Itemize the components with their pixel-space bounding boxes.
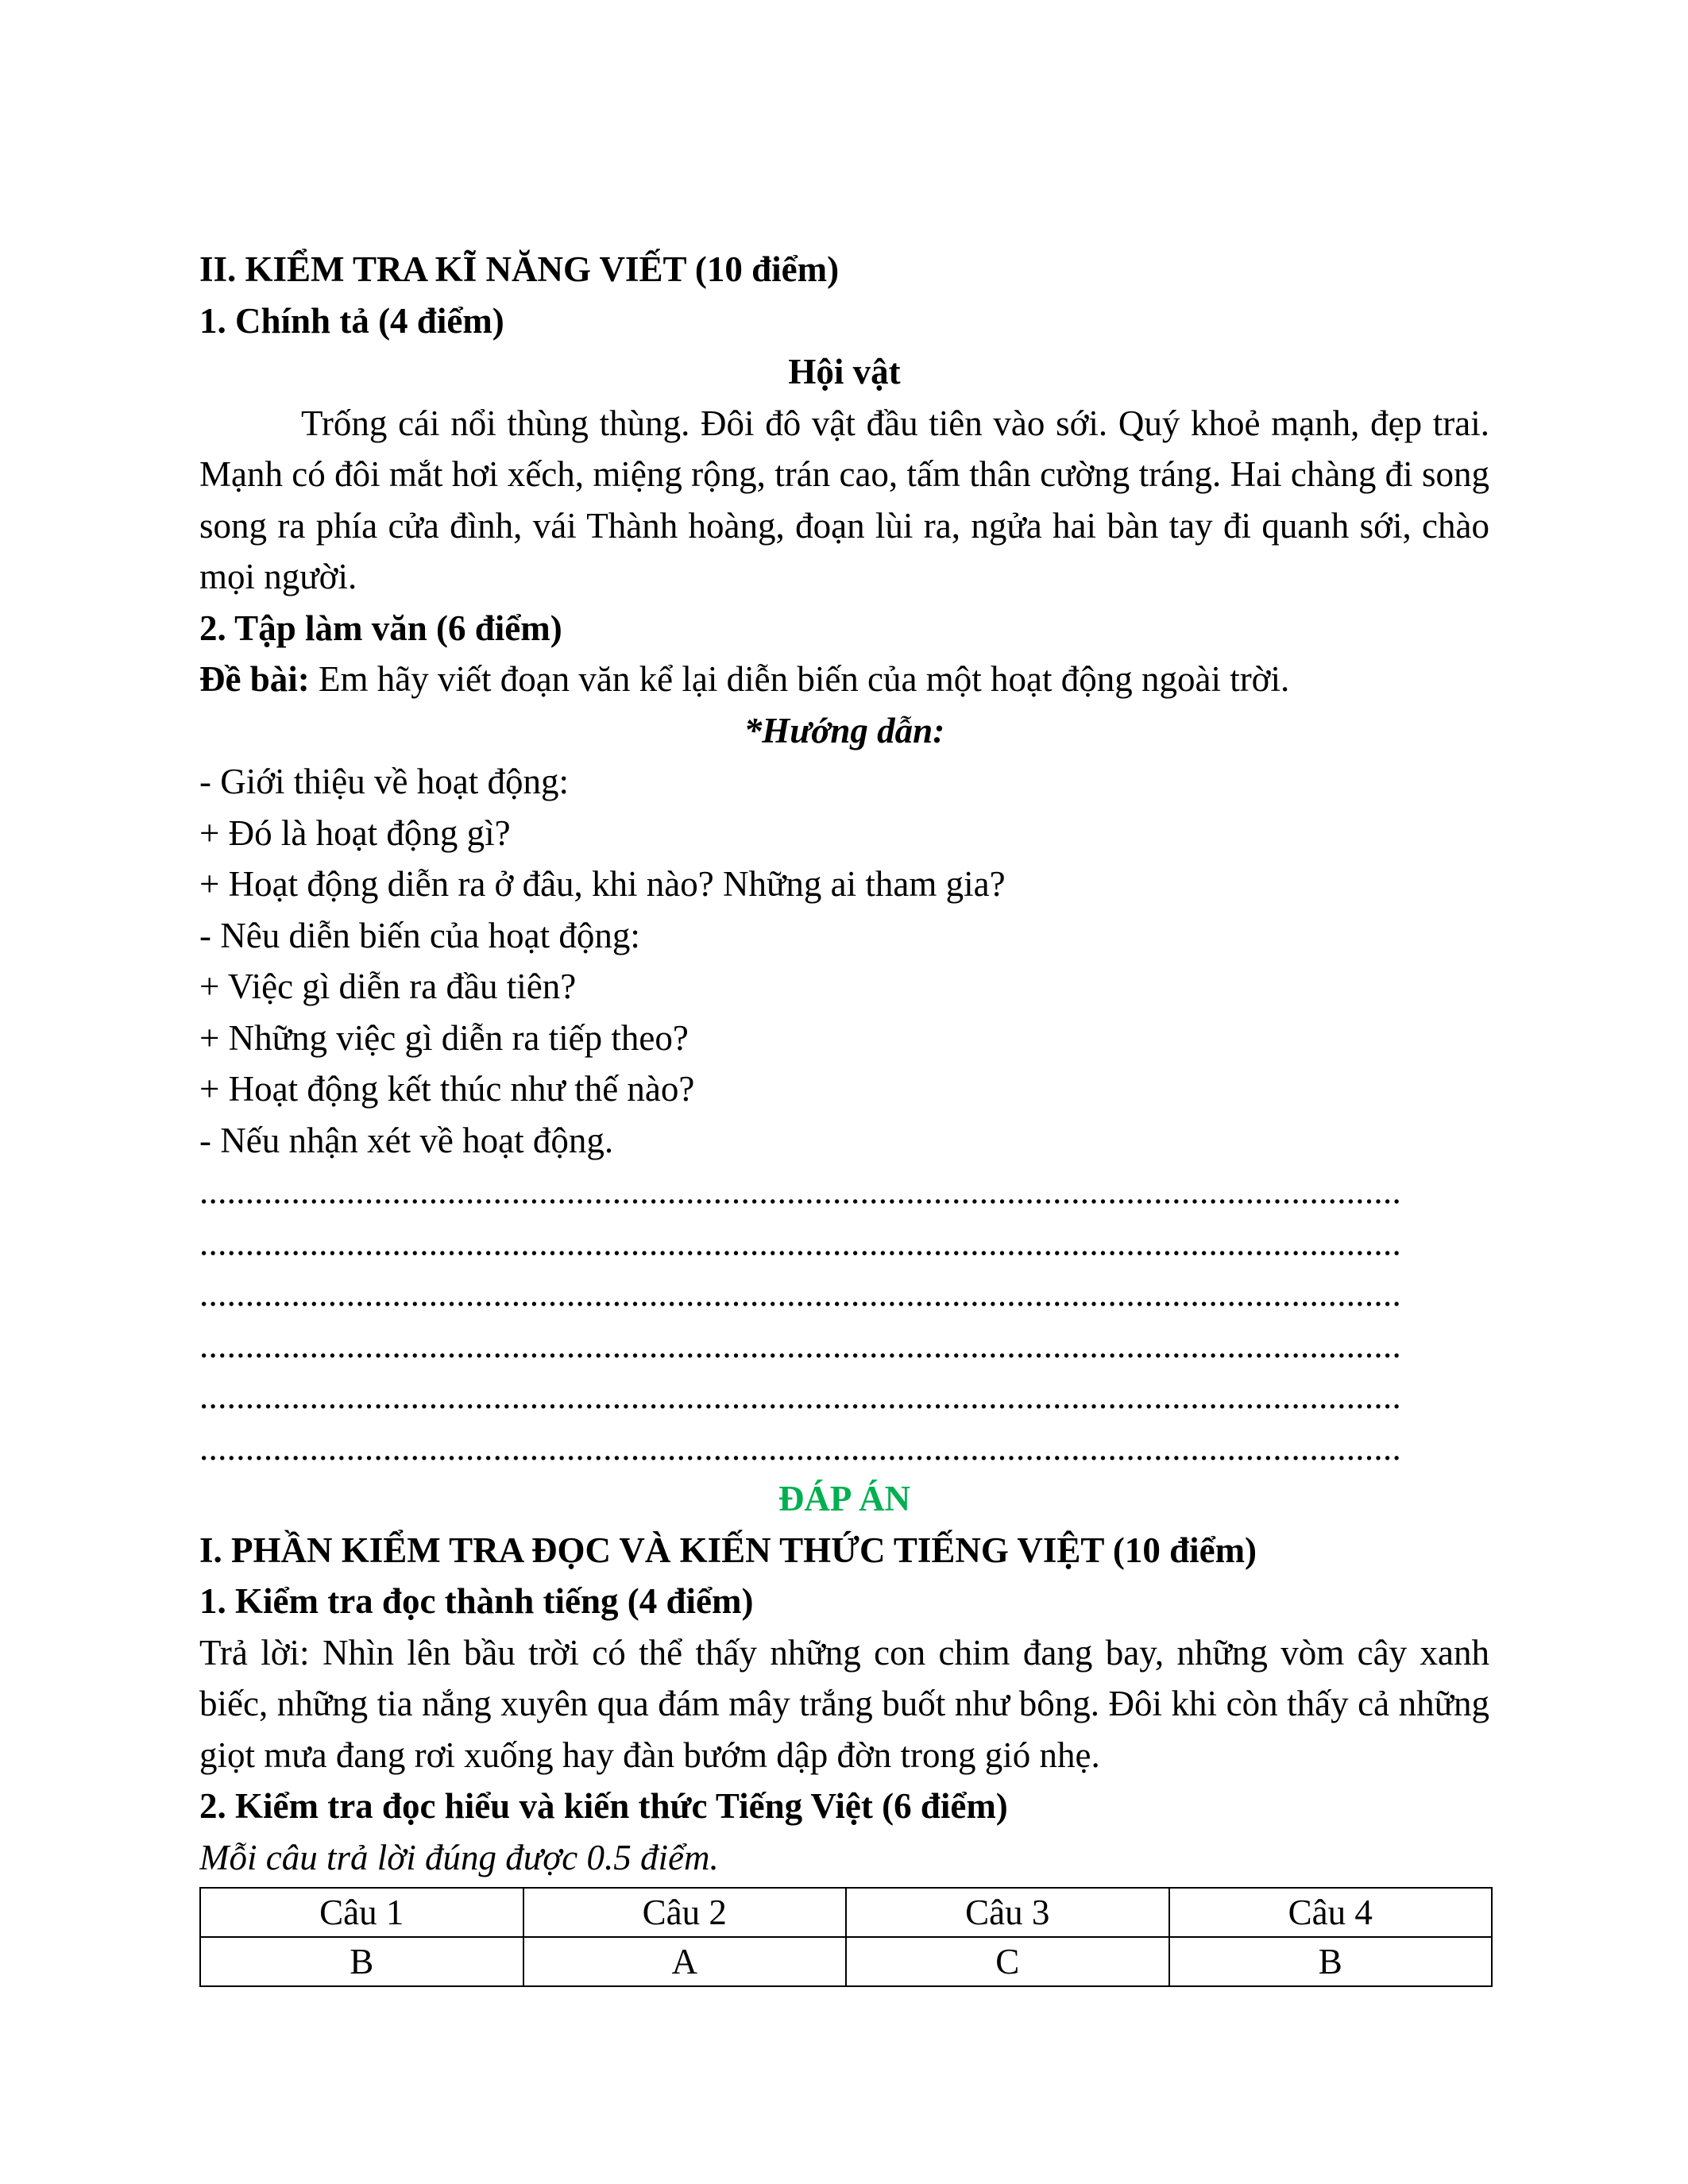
guide-title: *Hướng dẫn: xyxy=(744,710,945,751)
dictation-heading: 1. Chính tả (4 điểm) xyxy=(199,300,504,341)
prompt-text: Em hãy viết đoạn văn kể lại diễn biến của một hoạt động ngoài trời. xyxy=(309,659,1290,699)
answer-line: ................................................................................................................................... xyxy=(199,1171,1402,1211)
reading-aloud-heading: 1. Kiểm tra đọc thành tiếng (4 điểm) xyxy=(199,1581,754,1621)
guide-item: - Nếu nhận xét về hoạt động. xyxy=(199,1120,614,1160)
answer-cell: C xyxy=(846,1937,1169,1986)
answer-line: ................................................................................................................................... xyxy=(199,1222,1402,1263)
answer-table xyxy=(199,1887,1493,1987)
question-header: Câu 4 xyxy=(1169,1888,1493,1937)
question-header: Câu 1 xyxy=(200,1888,523,1937)
answer-line: ................................................................................................................................... xyxy=(199,1376,1402,1416)
guide-item: + Những việc gì diễn ra tiếp theo? xyxy=(199,1017,689,1058)
dictation-text: Trống cái nổi thùng thùng. Đôi đô vật đầu tiên vào sới. Quý khoẻ mạnh, đẹp trai. Mạnh có đôi mắt hơi xếch, miệng rộng, trán cao, tấm thân cường tráng. Hai chàng đi song song ra phía cửa đình, vái Thành hoàng, đoạn lùi ra, ngửa hai bàn tay đi quanh sới, chào mọi người. xyxy=(199,403,1489,596)
document-page xyxy=(199,244,1489,1987)
answer-line: ................................................................................................................................... xyxy=(199,1325,1402,1365)
composition-prompt xyxy=(199,654,1489,705)
answer-table-header-row xyxy=(200,1888,1492,1937)
answer-line: ................................................................................................................................... xyxy=(199,1274,1402,1314)
answer-cell: B xyxy=(1169,1937,1493,1986)
composition-heading: 2. Tập làm văn (6 điểm) xyxy=(199,608,562,648)
guide-item: - Nêu diễn biến của hoạt động: xyxy=(199,915,640,955)
guide-item: + Hoạt động diễn ra ở đâu, khi nào? Những ai tham gia? xyxy=(199,864,1006,904)
dictation-title: Hội vật xyxy=(788,352,901,392)
answer-table-answer-row xyxy=(200,1937,1492,1986)
reading-section-heading: I. PHẦN KIỂM TRA ĐỌC VÀ KIẾN THỨC TIẾNG VIỆT (10 điểm) xyxy=(199,1530,1257,1570)
answer-cell: A xyxy=(523,1937,847,1986)
reading-aloud-answer: Trả lời: Nhìn lên bầu trời có thể thấy những con chim đang bay, những vòm cây xanh biếc, những tia nắng xuyên qua đám mây trắng buốt như bông. Đôi khi còn thấy cả những giọt mưa đang rơi xuống hay đàn bướm dập đờn trong gió nhẹ. xyxy=(199,1632,1489,1775)
guide-item: + Đó là hoạt động gì? xyxy=(199,812,511,853)
answer-line: ................................................................................................................................... xyxy=(199,1427,1402,1468)
answer-key-title: ĐÁP ÁN xyxy=(778,1479,911,1518)
answer-cell: B xyxy=(200,1937,523,1986)
prompt-label: Đề bài: xyxy=(199,659,310,699)
comprehension-heading: 2. Kiểm tra đọc hiểu và kiến thức Tiếng Việt (6 điểm) xyxy=(199,1786,1008,1826)
scoring-note: Mỗi câu trả lời đúng được 0.5 điểm. xyxy=(199,1837,719,1877)
guide-item: + Hoạt động kết thúc như thế nào? xyxy=(199,1069,695,1109)
question-header: Câu 3 xyxy=(846,1888,1169,1937)
question-header: Câu 2 xyxy=(523,1888,847,1937)
guide-item: - Giới thiệu về hoạt động: xyxy=(199,762,569,801)
guide-item: + Việc gì diễn ra đầu tiên? xyxy=(199,967,577,1006)
writing-section-heading: II. KIỂM TRA KĨ NĂNG VIẾT (10 điểm) xyxy=(199,249,840,289)
